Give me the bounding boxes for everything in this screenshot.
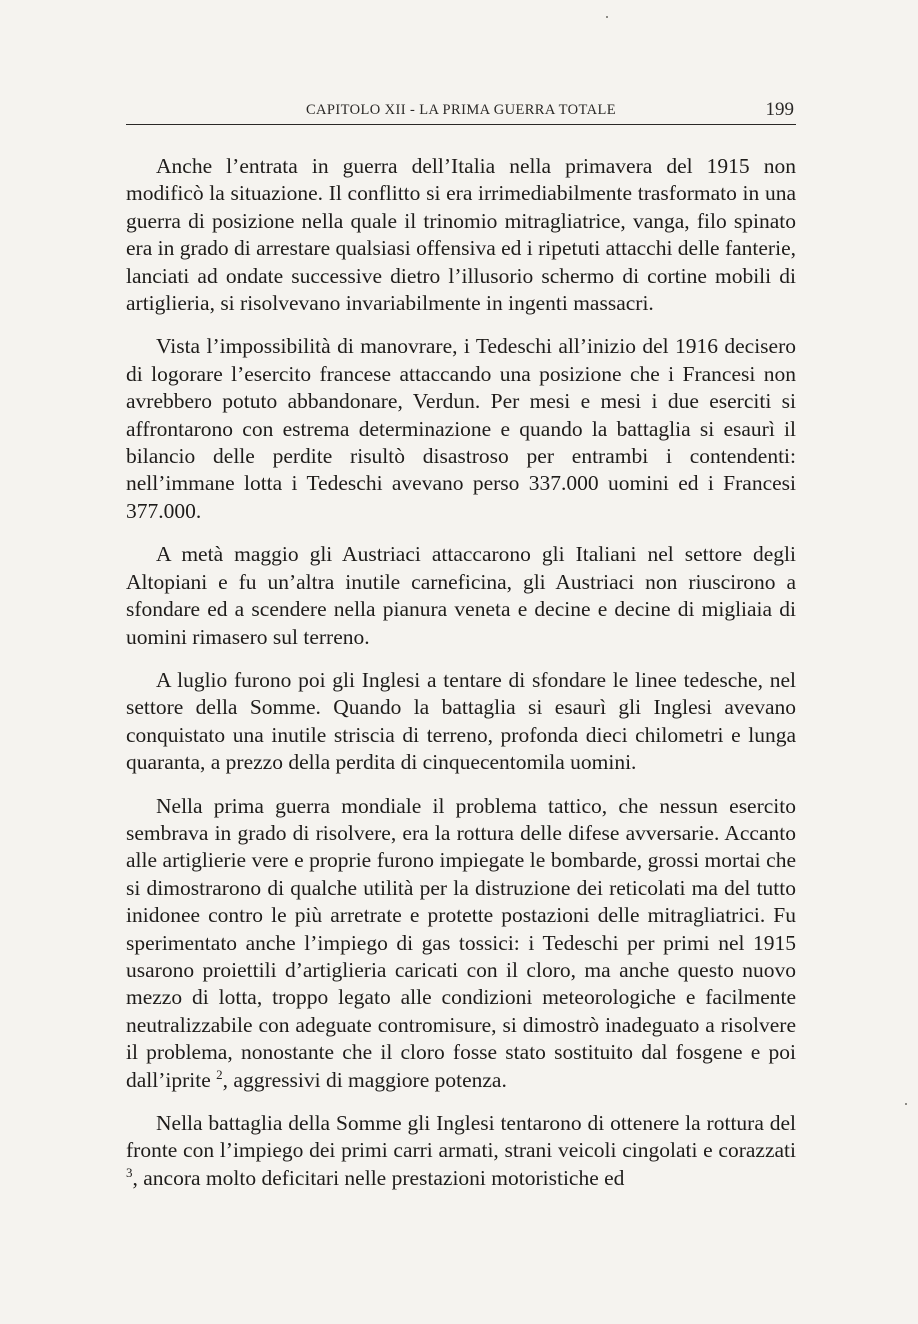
- scan-speck: [606, 16, 608, 18]
- scan-speck: [905, 1103, 907, 1105]
- paragraph-6: [126, 1110, 796, 1192]
- paragraph-4: A luglio furono poi gli Inglesi a tentare di sfondare le linee tedesche, nel settore della Somme. Quando la battaglia si esaurì gli Inglesi avevano conquistato una inutile striscia di terreno, profonda dieci chilometri e lunga quaranta, a prezzo della perdita di cinquecentomila uomini.: [126, 667, 796, 775]
- paragraph-2: Vista l’impossibilità di manovrare, i Tedeschi all’inizio del 1916 decisero di logorare l’esercito francese attaccando una posizione che i Francesi non avrebbero potuto abbandonare, Verdun. Per mesi e mesi i due eserciti si affrontarono con estrema determinazione e quando la battaglia si esaurì il bilancio delle perdite risultò disastroso per entrambi i contendenti: nell’immane lotta i Tedeschi avevano perso 337.000 uomini ed i Francesi 377.000.: [126, 334, 796, 523]
- paragraph-1: Anche l’entrata in guerra dell’Italia nella primavera del 1915 non modificò la situazione. Il conflitto si era irrimediabilmente trasformato in una guerra di posizione nella quale il trinomio mitragliatrice, vanga, filo spinato era in grado di arrestare qualsiasi offensiva ed i ripetuti attacchi delle fanterie, lanciati ad ondate successive dietro l’illusorio schermo di cortine mobili di artiglieria, si risolvevano invariabilmente in ingenti massacri.: [126, 154, 796, 316]
- paragraph-5: [126, 793, 796, 1094]
- footnote-ref-3[interactable]: 3: [126, 1164, 133, 1180]
- running-header: [126, 98, 796, 125]
- paragraph-5-text-before: Nella prima guerra mondiale il problema tattico, che nessun esercito sembrava in grado di risolvere, era la rottura delle difese avversarie. Accanto alle artiglierie vere e proprie furono impiegate le bombarde, grossi mortai che si dimostrarono di qualche utilità per la distruzione dei reticolati ma del tutto inidonee contro le più arretrate e protette postazioni delle mitragliatrici. Fu sperimentato anche l’impiego di gas tossici: i Tedeschi per primi nel 1915 usarono proiettili d’artiglieria caricati con il cloro, ma anche questo nuovo mezzo di lotta, troppo legato alle condizioni meteorologiche e facilmente neutralizzabile con adeguate contromisure, si dimostrò inadeguato a risolvere il problema, nonostante che il cloro fosse stato sostituito dal fosgene e poi dall’iprite: [126, 793, 796, 1092]
- body-text: [126, 153, 796, 1208]
- page-number: 199: [765, 99, 794, 120]
- paragraph-6-text-after: , ancora molto deficitari nelle prestazioni motoristiche ed: [132, 1165, 625, 1190]
- footnote-ref-2[interactable]: 2: [216, 1066, 223, 1082]
- paragraph-3: A metà maggio gli Austriaci attaccarono gli Italiani nel settore degli Altopiani e fu un’altra inutile carneficina, gli Austriaci non riuscirono a sfondare ed a scendere nella pianura veneta e decine e decine di migliaia di uomini rimasero sul terreno.: [126, 542, 796, 649]
- running-title: CAPITOLO XII - LA PRIMA GUERRA TOTALE: [305, 102, 617, 118]
- paragraph-6-text-before: Nella battaglia della Somme gli Inglesi tentarono di ottenere la rottura del fronte con l’impiego dei primi carri armati, strani veicoli cingolati e corazzati: [126, 1111, 796, 1163]
- paragraph-5-text-after: , aggressivi di maggiore potenza.: [222, 1067, 507, 1092]
